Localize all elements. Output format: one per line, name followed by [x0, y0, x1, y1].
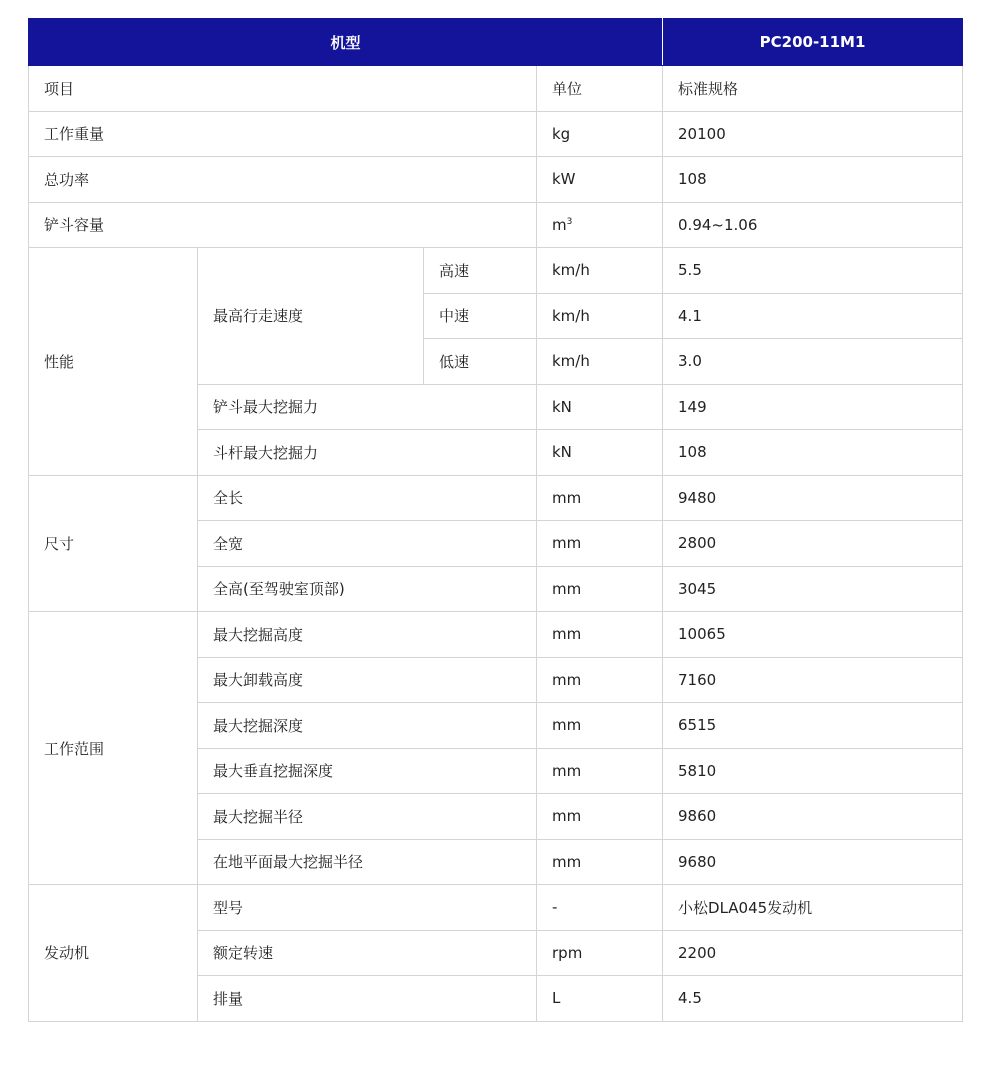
spec-table [28, 18, 963, 1022]
model-label-cell: 机型 [29, 19, 663, 66]
row-value: 3045 [663, 566, 963, 612]
row-value: 108 [663, 430, 963, 476]
row-unit: kg [537, 111, 663, 157]
row-value: 5810 [663, 748, 963, 794]
item-column-header: 项目 [29, 66, 537, 112]
unit-column-header: 单位 [537, 66, 663, 112]
table-row [29, 885, 963, 931]
row-value: 小松DLA045发动机 [663, 885, 963, 931]
table-row [29, 157, 963, 203]
group-label-engine: 发动机 [29, 885, 198, 1022]
row-label: 全宽 [198, 521, 537, 567]
table-row [29, 202, 963, 248]
model-value-cell: PC200-11M1 [663, 19, 963, 66]
row-value: 20100 [663, 111, 963, 157]
row-unit [537, 202, 663, 248]
row-label: 排量 [198, 976, 537, 1022]
row-value: 4.1 [663, 293, 963, 339]
table-row [29, 475, 963, 521]
row-label: 额定转速 [198, 930, 537, 976]
row-unit: L [537, 976, 663, 1022]
row-value: 108 [663, 157, 963, 203]
row-unit: kN [537, 384, 663, 430]
row-label: 最大挖掘半径 [198, 794, 537, 840]
row-unit: rpm [537, 930, 663, 976]
row-value: 2800 [663, 521, 963, 567]
row-label: 在地平面最大挖掘半径 [198, 839, 537, 885]
row-label: 全长 [198, 475, 537, 521]
row-unit: mm [537, 748, 663, 794]
speed-label: 最高行走速度 [198, 248, 424, 385]
unit-base: m [552, 215, 567, 234]
row-label: 最大挖掘深度 [198, 703, 537, 749]
speed-level-label: 低速 [424, 339, 537, 385]
group-label-dimensions: 尺寸 [29, 475, 198, 612]
row-label: 工作重量 [29, 111, 537, 157]
row-value: 4.5 [663, 976, 963, 1022]
speed-level-label: 高速 [424, 248, 537, 294]
row-label: 最大卸载高度 [198, 657, 537, 703]
row-value: 10065 [663, 612, 963, 658]
row-value: 3.0 [663, 339, 963, 385]
row-unit: mm [537, 794, 663, 840]
row-unit: mm [537, 657, 663, 703]
row-unit: mm [537, 566, 663, 612]
row-unit: mm [537, 703, 663, 749]
row-unit: mm [537, 839, 663, 885]
row-value: 9860 [663, 794, 963, 840]
row-unit: mm [537, 475, 663, 521]
group-label-performance: 性能 [29, 248, 198, 476]
speed-level-label: 中速 [424, 293, 537, 339]
row-label: 总功率 [29, 157, 537, 203]
row-value: 149 [663, 384, 963, 430]
row-unit: kN [537, 430, 663, 476]
row-unit: km/h [537, 293, 663, 339]
row-label: 铲斗容量 [29, 202, 537, 248]
unit-superscript: 3 [566, 216, 573, 227]
group-label-working-range: 工作范围 [29, 612, 198, 885]
row-label: 斗杆最大挖掘力 [198, 430, 537, 476]
row-unit: kW [537, 157, 663, 203]
row-value: 2200 [663, 930, 963, 976]
row-value: 6515 [663, 703, 963, 749]
row-label: 最大垂直挖掘深度 [198, 748, 537, 794]
table-row [29, 612, 963, 658]
row-value: 7160 [663, 657, 963, 703]
row-unit: - [537, 885, 663, 931]
spec-column-header: 标准规格 [663, 66, 963, 112]
row-value: 5.5 [663, 248, 963, 294]
row-value: 9680 [663, 839, 963, 885]
row-unit: mm [537, 521, 663, 567]
table-header-row [29, 19, 963, 66]
row-label: 铲斗最大挖掘力 [198, 384, 537, 430]
row-label: 型号 [198, 885, 537, 931]
row-label: 最大挖掘高度 [198, 612, 537, 658]
row-unit: mm [537, 612, 663, 658]
table-row [29, 111, 963, 157]
row-value: 9480 [663, 475, 963, 521]
row-value: 0.94~1.06 [663, 202, 963, 248]
table-row [29, 248, 963, 294]
row-unit: km/h [537, 248, 663, 294]
row-label: 全高(至驾驶室顶部) [198, 566, 537, 612]
column-header-row [29, 66, 963, 112]
row-unit: km/h [537, 339, 663, 385]
